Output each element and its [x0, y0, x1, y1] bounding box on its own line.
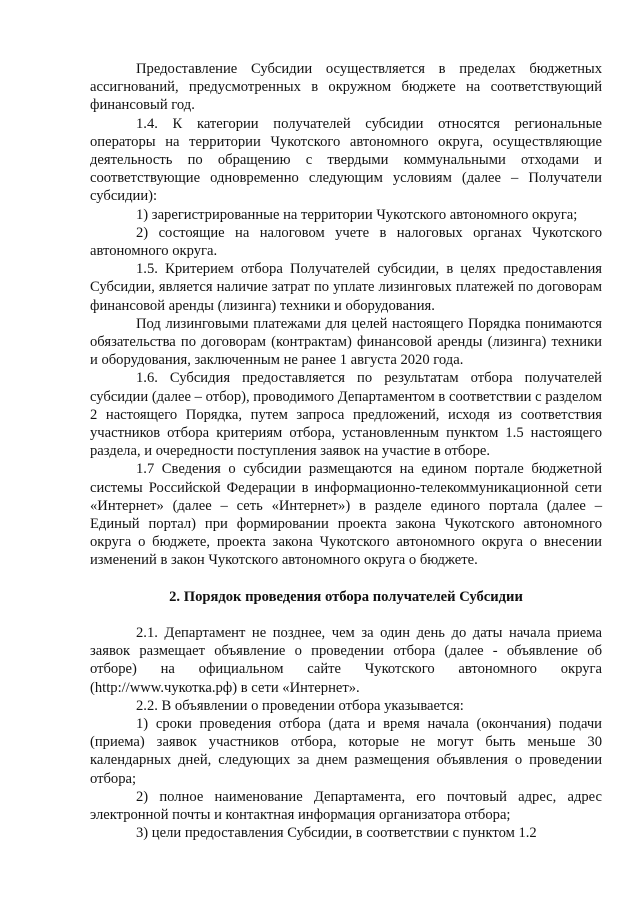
paragraph-2-1-announcement: 2.1. Департамент не позднее, чем за один день до даты начала приема заявок размещает объявление о проведении отбора (далее - объявление об отборе) на официальном сайте Чукотского автономного округа (http://www.чукотка.рф) в сети «Интернет». — [90, 624, 602, 696]
paragraph-1-5-selection-criterion: 1.5. Критерием отбора Получателей субсидии, в целях предоставления Субсидии, является наличие затрат по уплате лизинговых платежей по договорам финансовой аренды (лизинга) техники и оборудования. — [90, 261, 602, 314]
paragraph-1-6-subsidy-selection: 1.6. Субсидия предоставляется по результатам отбора получателей субсидии (далее – отбор), проводимого Департаментом в соответствии с разделом 2 настоящего Порядка, путем запроса предложений, исходя из соответствия участников отбора критериям отбора, установленным пунктом 1.5 настоящего раздела, и очередности поступления заявок на участие в отборе. — [90, 370, 602, 460]
paragraph-leasing-payments: Под лизинговыми платежами для целей настоящего Порядка понимаются обязательства по договорам (контрактам) финансовой аренды (лизинга) техники и оборудования, заключенным не ранее 1 августа 2020 года. — [90, 315, 602, 369]
paragraph-subsidy-budget: Предоставление Субсидии осуществляется в пределах бюджетных ассигнований, предусмотренных в окружном бюджете на соответствующий финансовый год. — [90, 61, 602, 114]
paragraph-condition-1: 1) зарегистрированные на территории Чукотского автономного округа; — [136, 206, 578, 223]
paragraph-1-4-recipient-categories: 1.4. К категории получателей субсидии относятся региональные операторы на территории Чукотского автономного округа, осуществляющие деятельность по обращению с твердыми коммунальными отходами и соответствующие одновременно следующим условиям (далее – Получатели субсидии): — [90, 115, 602, 205]
paragraph-1-7-portal-info: 1.7 Сведения о субсидии размещаются на едином портале бюджетной системы Российской Федерации в информационно-телекоммуникационной сети «Интернет» (далее – сеть «Интернет») в разделе единого портала (далее – Единый портал) при формировании проекта закона Чукотского автономного округа о бюджете, проекта закона Чукотского автономного округа о внесении изменений в закон Чукотского автономного округа о бюджете. — [90, 461, 602, 569]
section-2-heading: 2. Порядок проведения отбора получателей Субсидии — [169, 588, 523, 605]
paragraph-condition-2: 2) состоящие на налоговом учете в налоговых органах Чукотского автономного округа. — [90, 224, 602, 260]
document-page — [90, 60, 602, 842]
paragraph-item-3-purposes: 3) цели предоставления Субсидии, в соответствии с пунктом 1.2 — [136, 825, 537, 842]
paragraph-2-2-announcement-contents: 2.2. В объявлении о проведении отбора указывается: — [136, 697, 464, 714]
paragraph-item-2-department-info: 2) полное наименование Департамента, его почтовый адрес, адрес электронной почты и контактная информация организатора отбора; — [90, 788, 602, 823]
paragraph-item-1-deadlines: 1) сроки проведения отбора (дата и время начала (окончания) подачи (приема) заявок участников отбора, которые не могут быть меньше 30 календарных дней, следующих за днем размещения объявления о проведении отбора; — [90, 715, 602, 787]
